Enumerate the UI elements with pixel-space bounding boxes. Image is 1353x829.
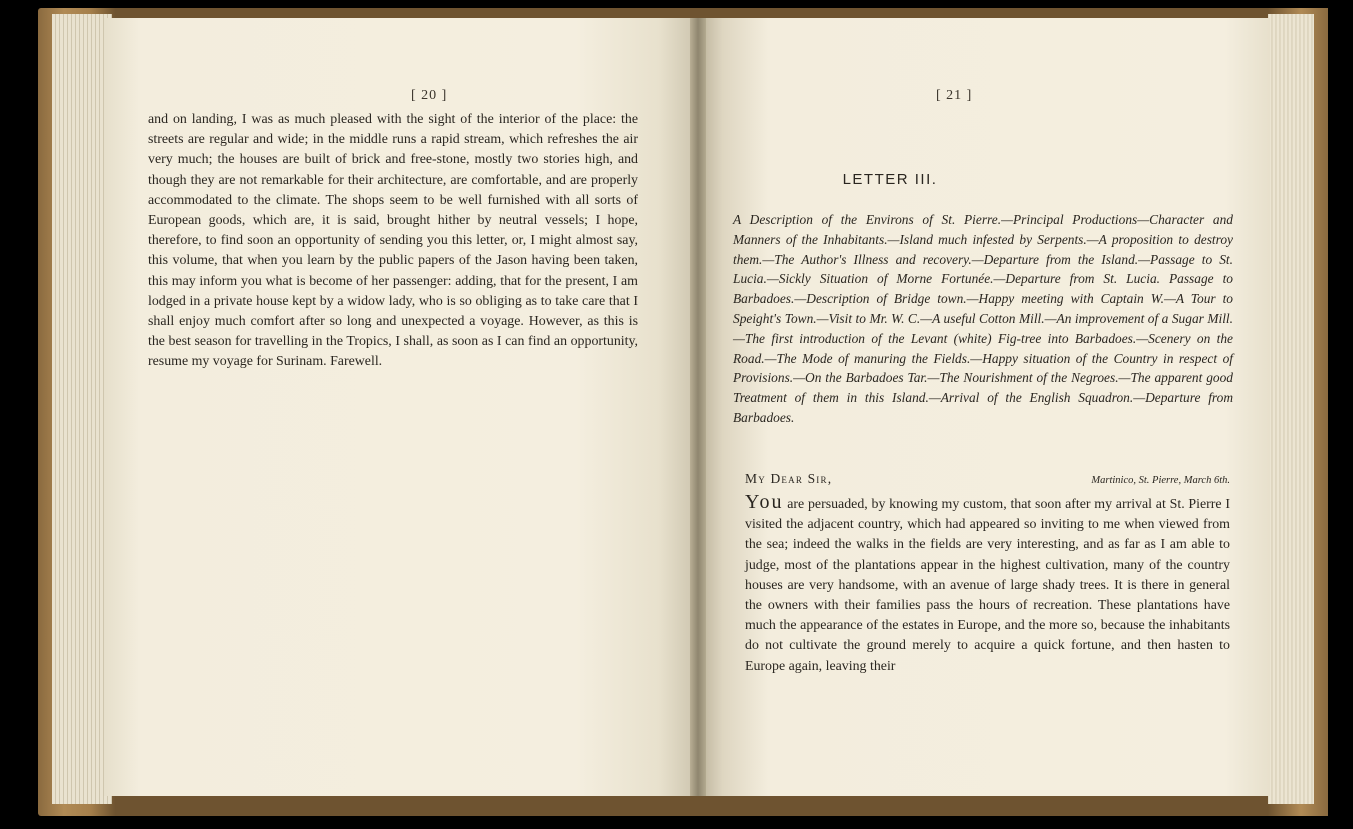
drop-cap-word: You [745, 491, 784, 513]
letter-argument: A Description of the Environs of St. Pierre.—Principal Productions—Character and Manners of the Inhabitants.—Island much infested by Serpents.—A proposition to destroy them.—The Author's Illness and recovery.—Departure from the Island.—Passage to St. Lucia.—Sickly Situation of Morne Fortunée.—Departure from St. Lucia. Passage to Barbadoes.—Description of Bridge town.—Happy meeting with Captain W.—A Tour to Speight's Town.—Visit to Mr. W. C.—A useful Cotton Mill.—An improvement of a Sugar Mill.—The first introduction of the Levant (white) Fig-tree into Barbadoes.—Scenery on the Road.—The Mode of manuring the Fields.—Happy situation of the Country in respect of Provisions.—On the Barbadoes Tar.—The Nourishment of the Negroes.—The apparent good Treatment of them in this Island.—Arrival of the English Squadron.—Departure from Barbadoes. [733, 212, 1233, 425]
book-gutter [690, 18, 706, 796]
left-page-paragraph: and on landing, I was as much pleased with the sight of the interior of the place: the streets are regular and wide; in the middle runs a rapid stream, which refreshes the air very much; the houses are built of brick and free-stone, mostly two stories high, and though they are not remarkable for their architecture, are comfortable, and are properly accommodated to the climate. The shops seem to be well furnished with all sorts of European goods, which are, it is said, brought hither by neutral vessels; I hope, therefore, to find soon an opportunity of sending you this letter, or, I might almost say, this volume, that when you learn by the public papers of the Jason having been taken, this may inform you what is become of her passenger: adding, that for the present, I am lodged in a private house kept by a widow lady, who is so obliging as to take care that I shall enjoy much comfort after so long and unexpected a voyage. However, as this is the best season for travelling in the Tropics, I shall, as soon as I can find an opportunity, resume my voyage for Surinam. Farewell. [148, 112, 638, 370]
left-page-text [148, 110, 638, 373]
page-stack-left [52, 14, 112, 804]
dateline: Martinico, St. Pierre, March 6th. [1091, 475, 1230, 486]
salutation: My Dear Sir, [745, 471, 833, 486]
page-stack-right [1268, 14, 1314, 804]
letter-heading: LETTER III. [842, 171, 938, 188]
left-page-number: [ 20 ] [411, 88, 448, 103]
right-page-paragraph [745, 492, 1230, 677]
right-page-body: are persuaded, by knowing my custom, that soon after my arrival at St. Pierre I visited the adjacent country, which had appeared so inviting to me when viewed from the sea; indeed the walks in the fields are very interesting, and as far as I am able to judge, most of the plantations appear in the highest cultivation, many of the country houses are very handsome, with an avenue of large shady trees. It is there in general the owners with their families pass the hours of recreation. These plantations have much the appearance of the estates in Europe, and the more so, because the inhabitants do not cultivate the ground merely to acquire a quick fortune, and then hasten to Europe again, leaving their [745, 497, 1230, 674]
salutation-row [745, 471, 1230, 487]
right-page-text [745, 492, 1230, 677]
right-page-number: [ 21 ] [936, 88, 973, 103]
